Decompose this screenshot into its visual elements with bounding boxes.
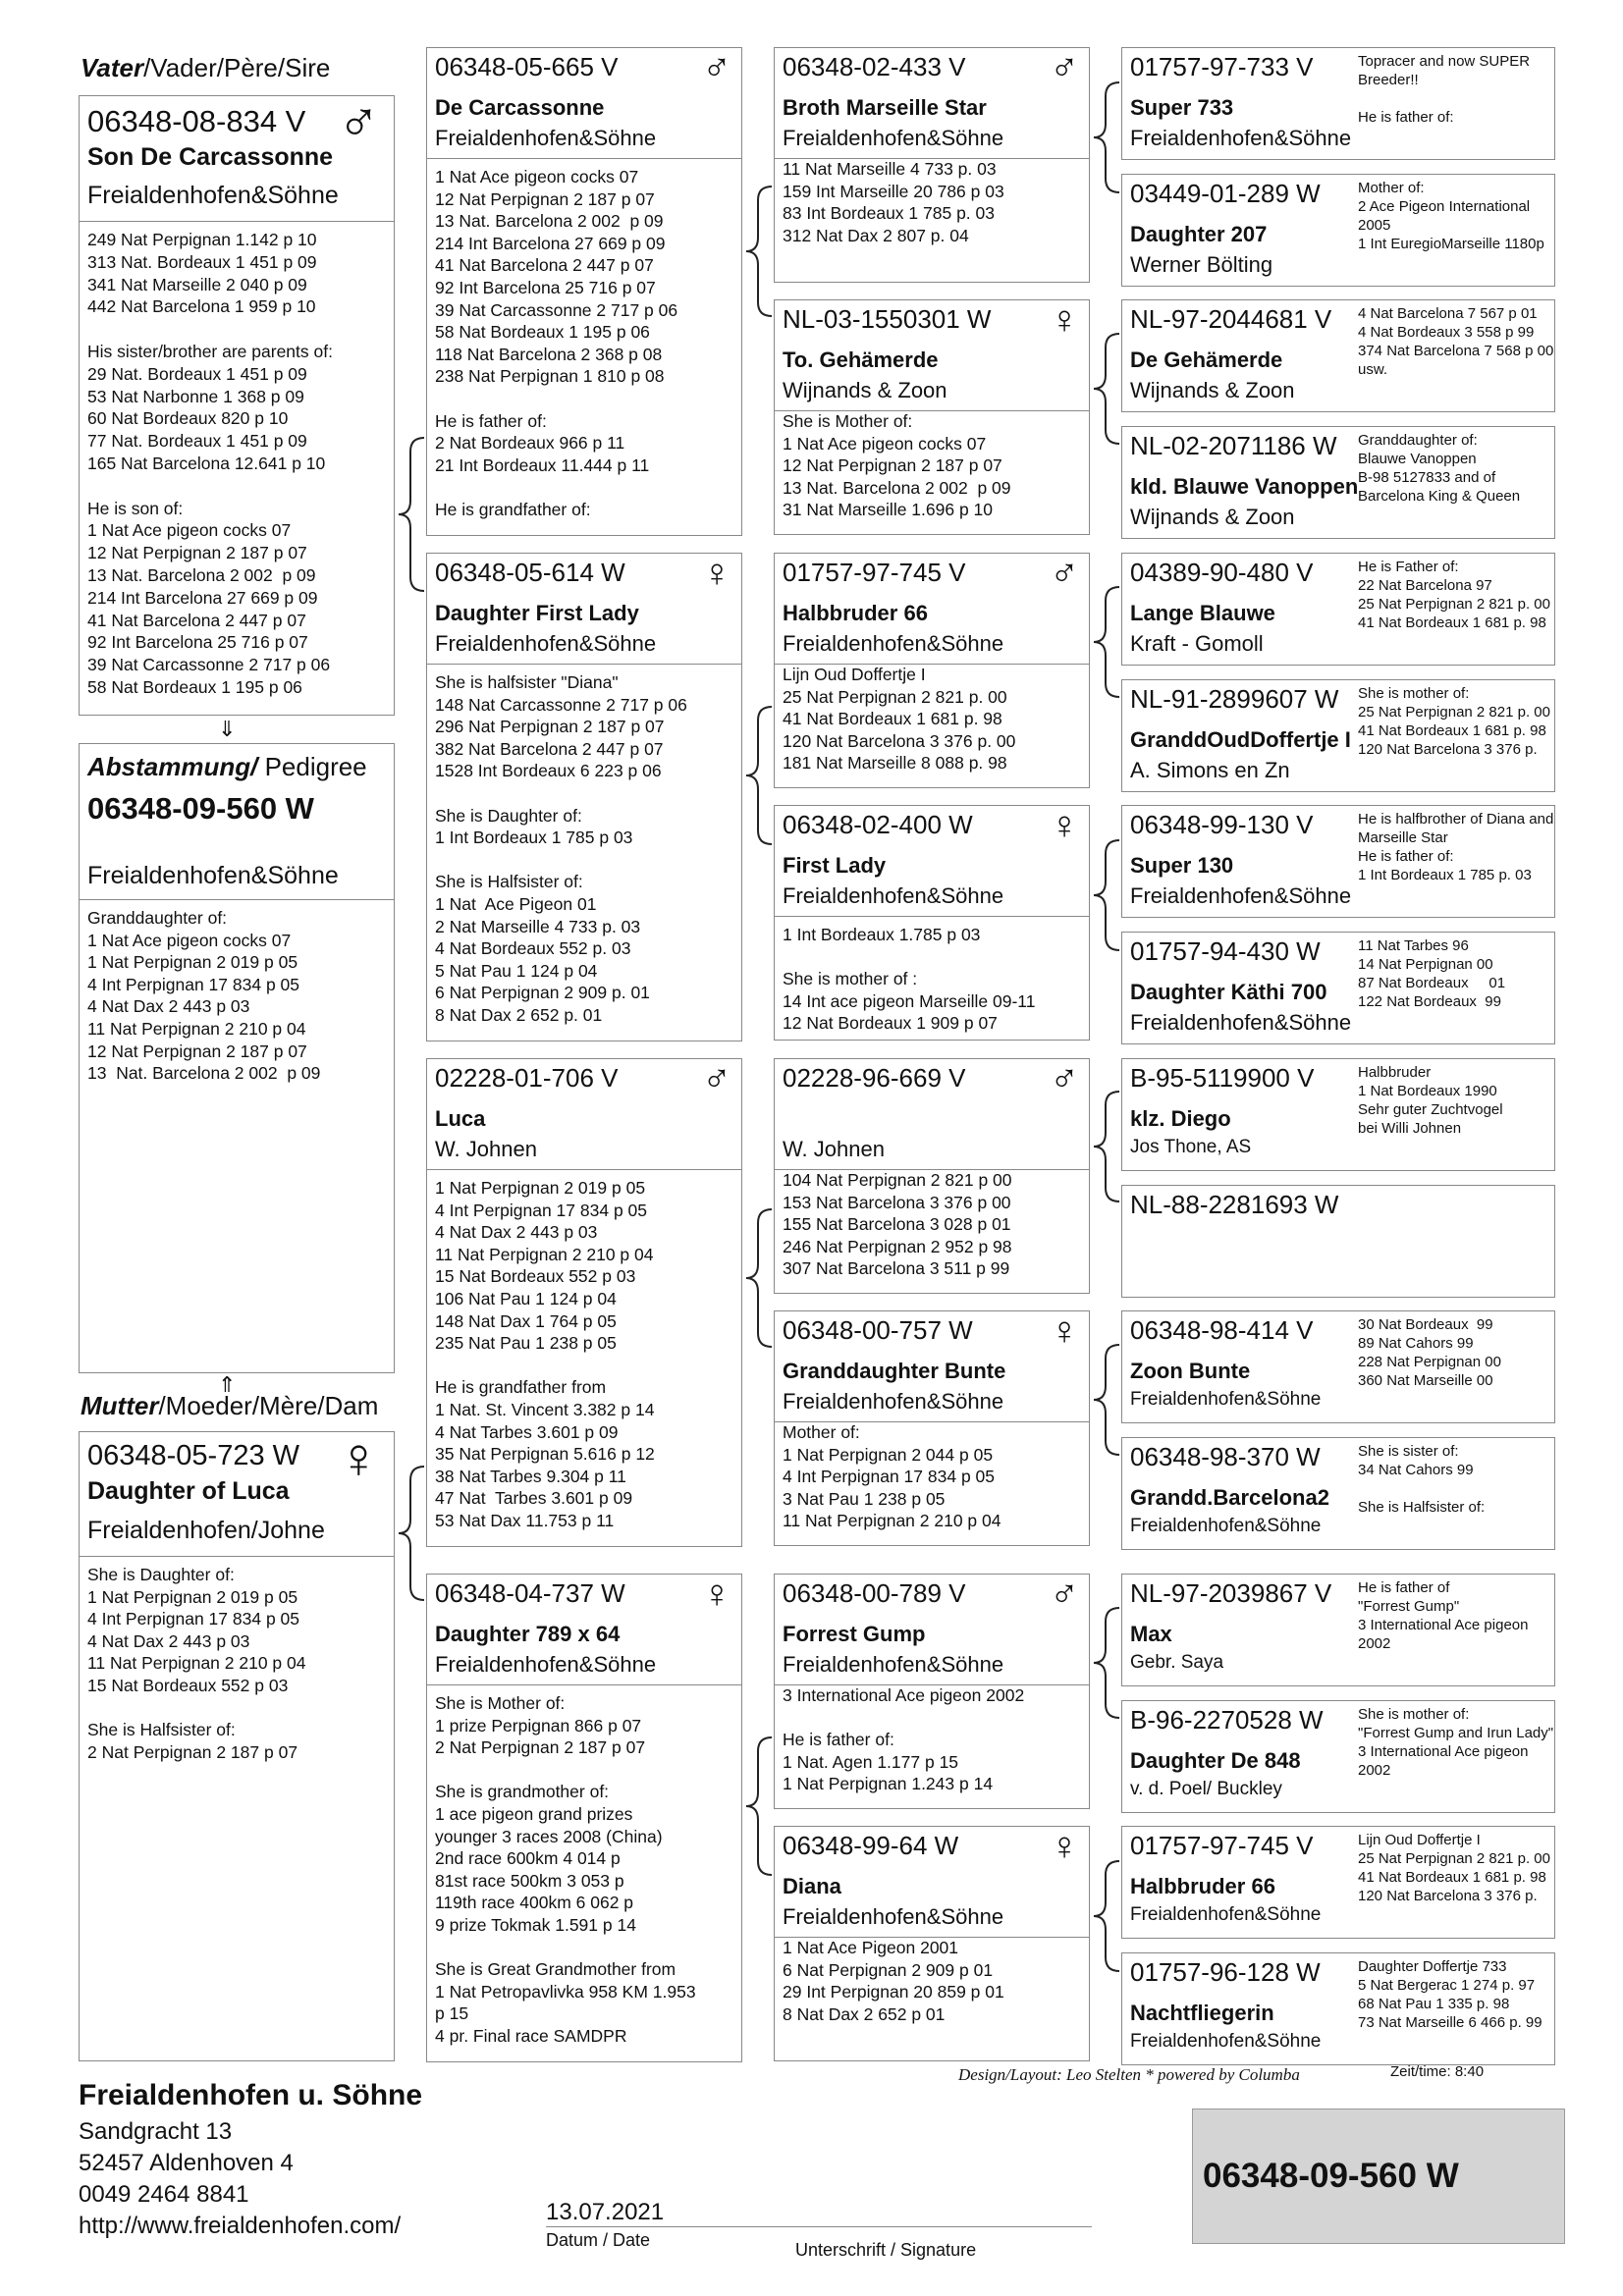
ancestor-note: She is mother of: "Forrest Gump and Irun Lady" 3 International Ace pigeon 2002 <box>1358 1706 1554 1779</box>
performance: She is halfsister "Diana" 148 Nat Carcassonne 2 717 p 06 296 Nat Perpignan 2 187 p 07 382 Nat Barcelona 2 447 p 07 1528 Int Bordeaux 6 223 p 06 She is Daughter of: 1 Int Bordeaux 1 785 p 03 She is Halfsister of: 1 Nat Ace Pigeon 01 2 Nat Marseille 4 733 p. 03 4 Nat Bordeaux 552 p. 03 5 Nat Pau 1 124 p 04 6 Nat Perpignan 2 909 p. 01 8 Nat Dax 2 652 p. 01 <box>435 672 687 1025</box>
female-symbol-icon: ♀ <box>1050 1826 1079 1868</box>
arrow-down-icon: ⇓ <box>218 717 237 741</box>
ring-number: 01757-97-745 V <box>783 558 966 587</box>
ancestor-note: He is father of "Forrest Gump" 3 International Ace pigeon 2002 <box>1358 1579 1529 1652</box>
sire-ring-number: 06348-08-834 V <box>87 104 306 138</box>
print-time: Zeit/time: 8:40 <box>1390 2063 1485 2080</box>
sire-performance: 249 Nat Perpignan 1.142 p 10 313 Nat. Bordeaux 1 451 p 09 341 Nat Marseille 2 040 p 09 442 Nat Barcelona 1 959 p 10 His sister/brother are parents of: 29 Nat. Bordeaux 1 451 p 09 53 Nat Narbonne 1 368 p 09 60 Nat Bordeaux 820 p 10 77 Nat. Bordeaux 1 451 p 09 165 Nat Barcelona 12.641 p 10 He is son of: 1 Nat Ace pigeon cocks 07 12 Nat Perpignan 2 187 p 07 13 Nat. Barcelona 2 002 p 09 214 Int Barcelona 27 669 p 09 41 Nat Barcelona 2 447 p 07 92 Int Barcelona 25 716 p 07 39 Nat Carcassonne 2 717 p 06 58 Nat Bordeaux 1 195 p 06 <box>87 230 333 697</box>
ring-number: NL-97-2044681 V <box>1130 304 1332 334</box>
brace-connector <box>1094 1608 1119 1718</box>
female-symbol-icon: ♀ <box>1050 299 1079 342</box>
male-symbol-icon: ♂ <box>1050 47 1079 89</box>
breeder: Freialdenhofen&Söhne <box>783 1904 1004 1929</box>
brace-connector <box>746 707 772 844</box>
ring-number: NL-03-1550301 W <box>783 304 992 334</box>
pigeon-name: First Lady <box>783 853 887 878</box>
pigeon-name: Halbbruder 66 <box>1130 1874 1275 1898</box>
breeder: Wijnands & Zoon <box>783 378 947 402</box>
breeder: Freialdenhofen&Söhne <box>1130 1904 1322 1925</box>
pigeon-name: GranddOudDoffertje I <box>1130 727 1351 752</box>
ancestor-note: Lijn Oud Doffertje I 25 Nat Perpignan 2 821 p. 00 41 Nat Bordeaux 1 681 p. 98 120 Nat Barcelona 3 376 p. <box>1358 1832 1550 1904</box>
ancestor-note: Daughter Doffertje 733 5 Nat Bergerac 1 274 p. 97 68 Nat Pau 1 335 p. 98 73 Nat Marseille 6 466 p. 99 <box>1358 1958 1542 2031</box>
pigeon-name: Super 733 <box>1130 95 1234 120</box>
ring-number-panel <box>1192 2109 1565 2244</box>
arrow-up-icon: ⇑ <box>218 1372 237 1397</box>
ancestor-note: She is mother of: 25 Nat Perpignan 2 821 p. 00 41 Nat Bordeaux 1 681 p. 98 120 Nat Barcelona 3 376 p. <box>1358 685 1550 758</box>
breeder: A. Simons en Zn <box>1130 758 1290 782</box>
dam-name: Daughter of Luca <box>87 1477 290 1505</box>
pigeon-name: Super 130 <box>1130 853 1234 878</box>
breeder: Freialdenhofen&Söhne <box>435 126 657 150</box>
dam-label: Mutter/Moeder/Mère/Dam <box>81 1391 379 1420</box>
footer-website-link[interactable]: http://www.freialdenhofen.com/ <box>79 2213 402 2239</box>
sire-name: Son De Carcassonne <box>87 143 334 171</box>
performance: 1 Nat Ace Pigeon 2001 6 Nat Perpignan 2 909 p 01 29 Int Perpignan 20 859 p 01 8 Nat Dax 2 652 p 01 <box>783 1938 1004 2024</box>
female-symbol-icon: ♀ <box>337 1431 380 1490</box>
dam-performance: She is Daughter of: 1 Nat Perpignan 2 019 p 05 4 Int Perpignan 17 834 p 05 4 Nat Dax 2 443 p 03 11 Nat Perpignan 2 210 p 04 15 Nat Bordeaux 552 p 03 She is Halfsister of: 2 Nat Perpignan 2 187 p 07 <box>87 1565 306 1762</box>
performance: 3 International Ace pigeon 2002 He is father of: 1 Nat. Agen 1.177 p 15 1 Nat Perpignan 1.243 p 14 <box>783 1685 1025 1794</box>
breeder: Freialdenhofen&Söhne <box>1130 1516 1322 1536</box>
breeder: W. Johnen <box>783 1137 885 1161</box>
breeder: Werner Bölting <box>1130 252 1273 277</box>
brace-connector <box>746 1209 772 1347</box>
breeder: Freialdenhofen&Söhne <box>1130 126 1352 150</box>
ring-number: B-95-5119900 V <box>1130 1063 1315 1093</box>
ring-number: 06348-02-433 V <box>783 52 966 81</box>
dam-breeder: Freialdenhofen/Johne <box>87 1517 325 1544</box>
performance: Mother of: 1 Nat Perpignan 2 044 p 05 4 Int Perpignan 17 834 p 05 3 Nat Pau 1 238 p 05 11 Nat Perpignan 2 210 p 04 <box>783 1422 1001 1531</box>
brace-connector <box>1094 334 1119 444</box>
male-symbol-icon: ♂ <box>702 47 731 89</box>
male-symbol-icon: ♂ <box>1050 1058 1079 1100</box>
ring-number: NL-02-2071186 W <box>1130 431 1337 460</box>
ring-number: 06348-98-370 W <box>1130 1442 1321 1471</box>
breeder: v. d. Poel/ Buckley <box>1130 1779 1282 1799</box>
pigeon-name: Daughter First Lady <box>435 601 639 625</box>
pigeon-name: Daughter 789 x 64 <box>435 1622 621 1646</box>
breeder: Freialdenhofen&Söhne <box>783 1389 1004 1414</box>
ancestor-note: 11 Nat Tarbes 96 14 Nat Perpignan 00 87 Nat Bordeaux 01 122 Nat Bordeaux 99 <box>1358 937 1506 1010</box>
male-symbol-icon: ♂ <box>337 95 380 154</box>
female-symbol-icon: ♀ <box>1050 1310 1079 1353</box>
breeder: Kraft - Gomoll <box>1130 631 1264 656</box>
ring-number: 06348-02-400 W <box>783 810 973 839</box>
breeder: Wijnands & Zoon <box>1130 378 1295 402</box>
pigeon-name: Forrest Gump <box>783 1622 926 1646</box>
breeder: Freialdenhofen&Söhne <box>1130 1010 1352 1035</box>
pedigree-ring-number: 06348-09-560 W <box>87 791 314 826</box>
ring-number: 06348-05-665 V <box>435 52 619 81</box>
pigeon-name: De Carcassonne <box>435 95 605 120</box>
breeder: Freialdenhofen&Söhne <box>783 1652 1004 1677</box>
pigeon-name: De Gehämerde <box>1130 347 1283 372</box>
breeder: Freialdenhofen&Söhne <box>1130 2031 1322 2052</box>
performance: 11 Nat Marseille 4 733 p. 03 159 Int Marseille 20 786 p 03 83 Int Bordeaux 1 785 p. 03 312 Nat Dax 2 807 p. 04 <box>783 159 1004 245</box>
performance: 104 Nat Perpignan 2 821 p 00 153 Nat Barcelona 3 376 p 00 155 Nat Barcelona 3 028 p 01 246 Nat Perpignan 2 952 p 98 307 Nat Barcelona 3 511 p 99 <box>783 1170 1012 1279</box>
ring-number: 06348-05-614 W <box>435 558 625 587</box>
ring-number: 06348-00-757 W <box>783 1315 973 1345</box>
pigeon-name: Halbbruder 66 <box>783 601 928 625</box>
ring-number: 06348-04-737 W <box>435 1578 625 1608</box>
performance: She is Mother of: 1 Nat Ace pigeon cocks 07 12 Nat Perpignan 2 187 p 07 13 Nat. Barcelona 2 002 p 09 31 Nat Marseille 1.696 p 10 <box>783 411 1011 520</box>
breeder: Freialdenhofen&Söhne <box>1130 883 1352 908</box>
sire-label: Vater/Vader/Père/Sire <box>81 53 331 82</box>
brace-connector <box>1094 1861 1119 1971</box>
breeder: Gebr. Saya <box>1130 1652 1224 1673</box>
brace-connector <box>1094 1345 1119 1455</box>
pigeon-name: Daughter 207 <box>1130 222 1268 246</box>
breeder: Freialdenhofen&Söhne <box>783 631 1004 656</box>
ring-number: 06348-98-414 V <box>1130 1315 1314 1345</box>
footer-phone: 0049 2464 8841 <box>79 2181 249 2208</box>
pigeon-name: Max <box>1130 1622 1172 1646</box>
pigeon-name: Grandd.Barcelona2 <box>1130 1485 1329 1510</box>
ring-number: 02228-01-706 V <box>435 1063 619 1093</box>
footer-date: 13.07.2021 <box>546 2199 665 2225</box>
design-credit: Design/Layout: Leo Stelten * powered by Columba <box>958 2065 1300 2084</box>
brace-connector <box>1094 82 1119 192</box>
brace-connector <box>1094 1092 1119 1201</box>
brace-connector <box>1094 840 1119 950</box>
breeder: Freialdenhofen&Söhne <box>435 1652 657 1677</box>
ancestor-note: He is halfbrother of Diana and Marseille Star He is father of: 1 Int Bordeaux 1 785 p. 03 <box>1358 811 1554 883</box>
pigeon-name: To. Gehämerde <box>783 347 939 372</box>
pigeon-name: Zoon Bunte <box>1130 1359 1251 1383</box>
sire-breeder: Freialdenhofen&Söhne <box>87 182 339 209</box>
date-label: Datum / Date <box>546 2230 651 2250</box>
pigeon-name: Lange Blauwe <box>1130 601 1275 625</box>
pigeon-name: Broth Marseille Star <box>783 95 987 120</box>
ring-number: NL-91-2899607 W <box>1130 684 1339 714</box>
breeder: Freialdenhofen&Söhne <box>783 126 1004 150</box>
pedigree-label: Abstammung/ Pedigree <box>87 752 367 781</box>
ancestor-note: Halbbruder 1 Nat Bordeaux 1990 Sehr guter Zuchtvogel bei Willi Johnen <box>1358 1064 1503 1137</box>
footer-company: Freialdenhofen u. Söhne <box>79 2079 423 2111</box>
signature-line <box>546 2226 1092 2227</box>
breeder: Freialdenhofen&Söhne <box>1130 1389 1322 1410</box>
ring-number: NL-97-2039867 V <box>1130 1578 1332 1608</box>
pigeon-name: kld. Blauwe Vanoppen <box>1130 474 1359 499</box>
signature-label: Unterschrift / Signature <box>795 2240 977 2260</box>
brace-connector <box>399 1467 424 1600</box>
pigeon-name: Nachtfliegerin <box>1130 2001 1274 2025</box>
female-symbol-icon: ♀ <box>702 553 731 595</box>
breeder: Wijnands & Zoon <box>1130 505 1295 529</box>
pedigree-performance: Granddaughter of: 1 Nat Ace pigeon cocks 07 1 Nat Perpignan 2 019 p 05 4 Int Perpignan 17 834 p 05 4 Nat Dax 2 443 p 03 11 Nat Perpignan 2 210 p 04 12 Nat Perpignan 2 187 p 07 13 Nat. Barcelona 2 002 p 09 <box>87 908 321 1084</box>
pigeon-name: Daughter De 848 <box>1130 1748 1301 1773</box>
performance: 1 Int Bordeaux 1.785 p 03 She is mother of : 14 Int ace pigeon Marseille 09-11 12 Nat Bordeaux 1 909 p 07 <box>783 925 1036 1034</box>
female-symbol-icon: ♀ <box>702 1574 731 1616</box>
ring-number: 01757-94-430 W <box>1130 936 1321 966</box>
pigeon-name: Diana <box>783 1874 841 1898</box>
breeder: Freialdenhofen&Söhne <box>435 631 657 656</box>
ancestor-note: 30 Nat Bordeaux 99 89 Nat Cahors 99 228 Nat Perpignan 00 360 Nat Marseille 00 <box>1358 1316 1501 1389</box>
ancestor-note: 4 Nat Barcelona 7 567 p 01 4 Nat Bordeaux 3 558 p 99 374 Nat Barcelona 7 568 p 00 usw. <box>1358 305 1554 378</box>
breeder: Freialdenhofen&Söhne <box>783 883 1004 908</box>
ring-number: 06348-99-130 V <box>1130 810 1314 839</box>
pedigree-breeder: Freialdenhofen&Söhne <box>87 862 339 889</box>
ancestor-note: She is sister of: 34 Nat Cahors 99 She is Halfsister of: <box>1358 1443 1486 1516</box>
pigeon-name: Luca <box>435 1106 486 1131</box>
ring-number: 04389-90-480 V <box>1130 558 1314 587</box>
ring-number: 01757-97-745 V <box>1130 1831 1314 1860</box>
ring-number: B-96-2270528 W <box>1130 1705 1324 1735</box>
female-symbol-icon: ♀ <box>1050 805 1079 847</box>
footer-street: Sandgracht 13 <box>79 2118 233 2145</box>
male-symbol-icon: ♂ <box>702 1058 731 1100</box>
ring-number: NL-88-2281693 W <box>1130 1190 1339 1219</box>
pigeon-name: Daughter Käthi 700 <box>1130 980 1327 1004</box>
ancestor-note: He is Father of: 22 Nat Barcelona 97 25 Nat Perpignan 2 821 p. 00 41 Nat Bordeaux 1 681 p. 98 <box>1358 559 1550 631</box>
male-symbol-icon: ♂ <box>1050 1574 1079 1616</box>
male-symbol-icon: ♂ <box>1050 553 1079 595</box>
ancestor-note: Granddaughter of: Blauwe Vanoppen B-98 5127833 and of Barcelona King & Queen <box>1358 432 1521 505</box>
breeder: W. Johnen <box>435 1137 537 1161</box>
panel-ring-number: 06348-09-560 W <box>1203 2157 1459 2195</box>
brace-connector <box>746 1737 772 1875</box>
performance: 1 Nat Perpignan 2 019 p 05 4 Int Perpignan 17 834 p 05 4 Nat Dax 2 443 p 03 11 Nat Perpignan 2 210 p 04 15 Nat Bordeaux 552 p 03 106 Nat Pau 1 124 p 04 148 Nat Dax 1 764 p 05 235 Nat Pau 1 238 p 05 He is grandfather from 1 Nat. St. Vincent 3.382 p 14 4 Nat Tarbes 3.601 p 09 35 Nat Perpignan 5.616 p 12 38 Nat Tarbes 9.304 p 11 47 Nat Tarbes 3.601 p 09 53 Nat Dax 11.753 p 11 <box>435 1178 655 1530</box>
performance: She is Mother of: 1 prize Perpignan 866 p 07 2 Nat Perpignan 2 187 p 07 She is grandmother of: 1 ace pigeon grand prizes younger 3 races 2008 (China) 2nd race 600km 4 014 p 81st race 500km 3 053 p 119th race 400km 6 062 p 9 prize Tokmak 1.591 p 14 She is Great Grandmother from 1 Nat Petropavlivka 958 KM 1.953 p 15 4 pr. Final race SAMDPR <box>435 1693 696 2046</box>
ring-number: 03449-01-289 W <box>1130 179 1321 208</box>
breeder: Jos Thone, AS <box>1130 1137 1252 1157</box>
footer-city: 52457 Aldenhoven 4 <box>79 2150 294 2176</box>
ring-number: 01757-97-733 V <box>1130 52 1314 81</box>
ring-number: 01757-96-128 W <box>1130 1957 1321 1987</box>
ancestor-note: Mother of: 2 Ace Pigeon International 2005 1 Int EuregioMarseille 1180p <box>1358 180 1544 252</box>
pigeon-name: klz. Diego <box>1130 1106 1231 1131</box>
ring-number: 02228-96-669 V <box>783 1063 966 1093</box>
brace-connector <box>1094 587 1119 697</box>
brace-connector <box>399 438 424 591</box>
brace-connector <box>746 187 772 316</box>
performance: 1 Nat Ace pigeon cocks 07 12 Nat Perpignan 2 187 p 07 13 Nat. Barcelona 2 002 p 09 214 Int Barcelona 27 669 p 09 41 Nat Barcelona 2 447 p 07 92 Int Barcelona 25 716 p 07 39 Nat Carcassonne 2 717 p 06 58 Nat Bordeaux 1 195 p 06 118 Nat Barcelona 2 368 p 08 238 Nat Perpignan 1 810 p 08 He is father of: 2 Nat Bordeaux 966 p 11 21 Int Bordeaux 11.444 p 11 He is grandfather of: <box>435 167 678 519</box>
ring-number: 06348-99-64 W <box>783 1831 959 1860</box>
performance: Lijn Oud Doffertje I 25 Nat Perpignan 2 821 p. 00 41 Nat Bordeaux 1 681 p. 98 120 Nat Barcelona 3 376 p. 00 181 Nat Marseille 8 088 p. 98 <box>783 665 1016 774</box>
pigeon-name: Granddaughter Bunte <box>783 1359 1006 1383</box>
dam-ring-number: 06348-05-723 W <box>87 1440 300 1471</box>
ring-number: 06348-00-789 V <box>783 1578 966 1608</box>
ancestor-note: Topracer and now SUPER Breeder!! He is father of: <box>1358 53 1531 126</box>
